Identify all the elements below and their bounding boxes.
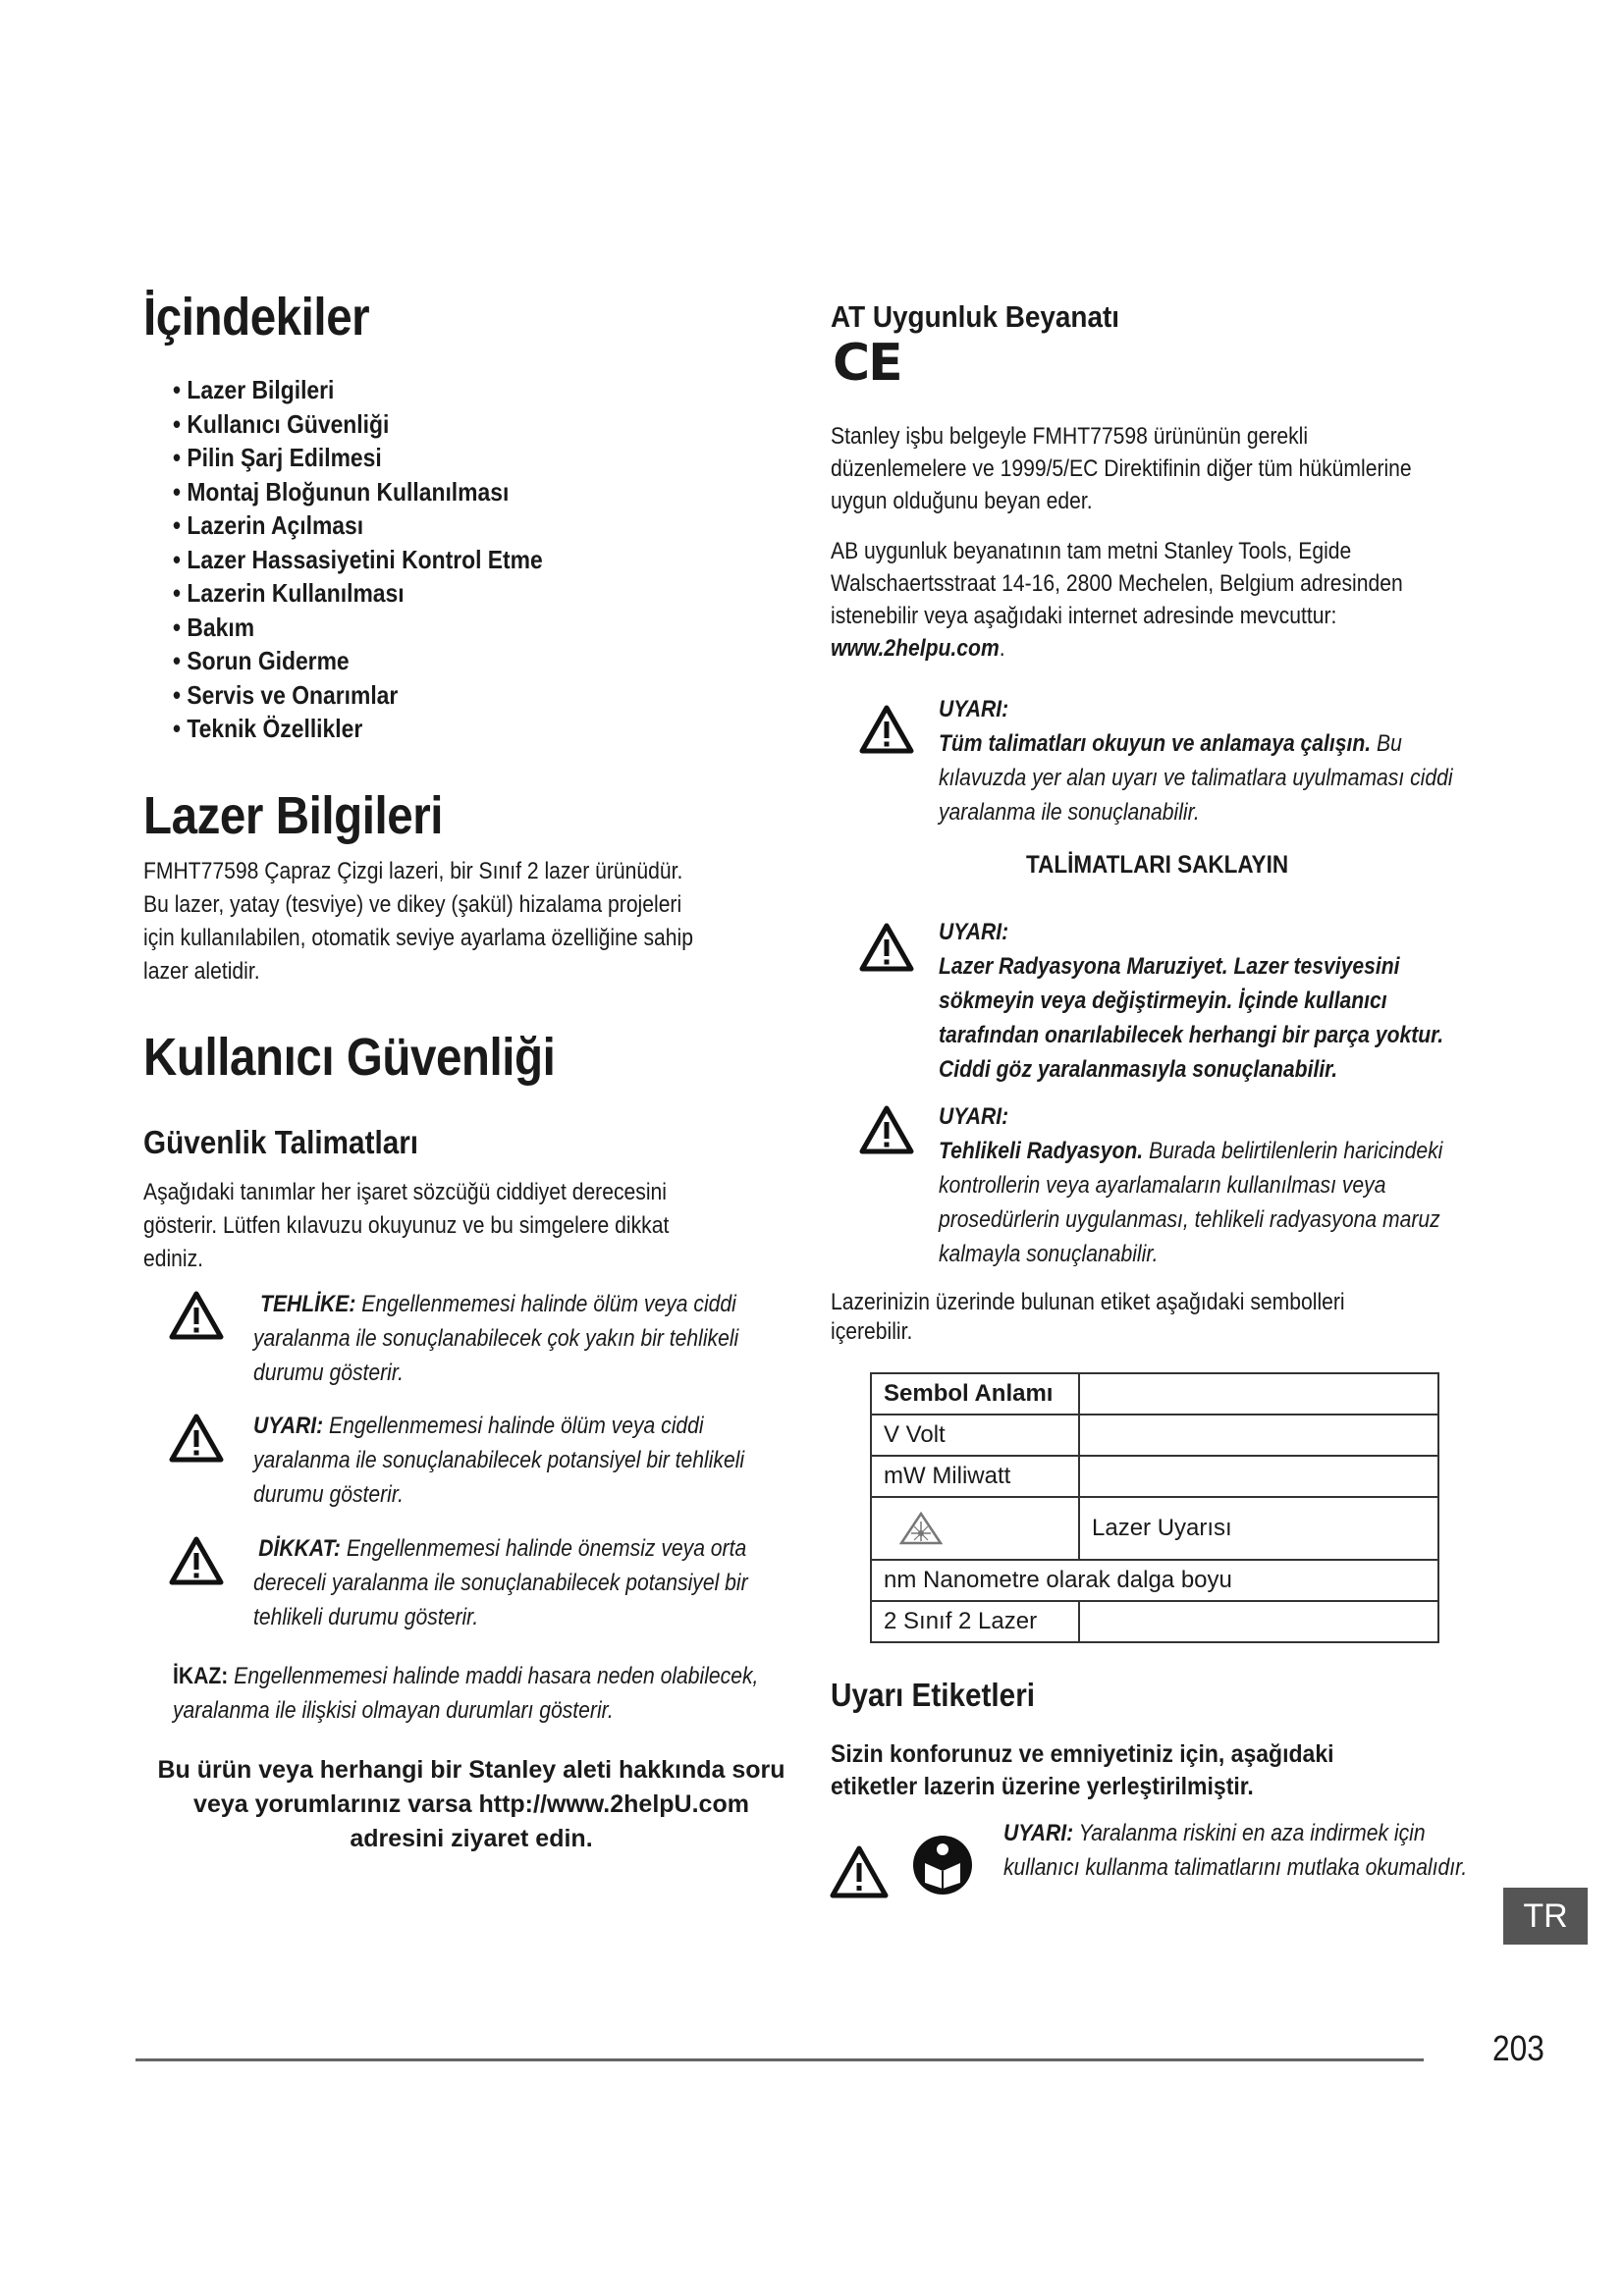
- toc-item[interactable]: • Montaj Bloğunun Kullanılması: [173, 476, 510, 507]
- symbol-cell: 2 Sınıf 2 Lazer: [871, 1601, 1079, 1642]
- danger-text: Engellenmemesi halinde ölüm veya ciddi yaralanma ile sonuçlanabilecek çok yakın bir tehlikeli durumu gösterir.: [253, 1291, 739, 1386]
- caution-text: Engellenmemesi halinde önemsiz veya orta dereceli yaralanma ile sonuçlanabilecek potansiyel bir tehlikeli durumu gösterir.: [253, 1535, 748, 1630]
- caution-note: [253, 1531, 789, 1634]
- table-header: Sembol Anlamı: [871, 1373, 1079, 1415]
- toc-item[interactable]: • Lazerin Açılması: [173, 510, 364, 540]
- warning-1-text: Bu kılavuzda yer alan uyarı ve talimatlara uyulmaması ciddi yaralanma ile sonuçlanabilir.: [939, 730, 1453, 826]
- table-row: [871, 1415, 1438, 1456]
- table-header-empty: [1079, 1373, 1438, 1415]
- warning-3: [939, 1099, 1466, 1271]
- ce-text-1: Stanley işbu belgeyle FMHT77598 ürününün gerekli düzenlemelere ve 1999/5/EC Direktifinin diğer tüm hükümlerine uygun olduğunu beyan eder.: [831, 423, 1412, 514]
- warning-4-label: UYARI:: [1003, 1820, 1074, 1846]
- language-badge: TR: [1503, 1888, 1588, 1945]
- warning-3-bold: Tehlikeli Radyasyon.: [939, 1138, 1144, 1164]
- danger-warning-icon: [169, 1291, 224, 1340]
- table-of-contents: [173, 373, 593, 746]
- symbol-table: [870, 1372, 1439, 1643]
- notice-note: [173, 1659, 778, 1728]
- notice-label: İKAZ:: [173, 1663, 229, 1689]
- warning-1-label: UYARI:: [939, 696, 1009, 722]
- symbol-cell: V Volt: [871, 1415, 1079, 1456]
- warning-1: [939, 692, 1457, 829]
- warning-1-bold: Tüm talimatları okuyun ve anlamaya çalışın.: [939, 730, 1372, 757]
- ce-title: AT Uygunluk Beyanatı: [831, 299, 1120, 334]
- warning-2-bold: Lazer Radyasyona Maruziyet. Lazer tesviyesini sökmeyin veya değiştirmeyin. İçinde kullanıcı tarafından onarılabilecek herhangi bir parça yoktur. Ciddi göz yaralanmasıyla sonuçlanabilir.: [939, 953, 1444, 1083]
- warning-label: UYARI:: [253, 1413, 324, 1439]
- warning-labels-intro: Sizin konforunuz ve emniyetiniz için, aşağıdaki etiketler lazerin üzerine yerleştirilmiştir.: [831, 1740, 1334, 1800]
- warning-2-icon: [859, 923, 914, 972]
- read-manual-icon: [911, 1834, 974, 1896]
- meaning-cell: [1079, 1601, 1438, 1642]
- toc-item[interactable]: • Teknik Özellikler: [173, 714, 363, 743]
- warning-1-icon: [859, 705, 914, 754]
- ce-text-2-body: AB uygunluk beyanatının tam metni Stanley Tools, Egide Walschaertsstraat 14-16, 2800 Mechelen, Belgium adresinden istenebilir veya aşağıdaki internet adresinde mevcuttur:: [831, 538, 1403, 629]
- toc-title: İçindekiler: [143, 288, 370, 347]
- warning-labels-title: Uyarı Etiketleri: [831, 1677, 1036, 1713]
- save-instructions: TALİMATLARI SAKLAYIN: [1026, 851, 1289, 879]
- laser-warning-symbol-icon: [899, 1512, 943, 1545]
- ce-url-suffix: .: [999, 635, 1005, 662]
- toc-item[interactable]: • Lazer Hassasiyetini Kontrol Etme: [173, 544, 543, 574]
- danger-label: TEHLİKE:: [260, 1291, 356, 1317]
- symbol-cell: nm Nanometre olarak dalga boyu: [871, 1560, 1438, 1601]
- toc-item[interactable]: • Lazer Bilgileri: [173, 375, 335, 404]
- warning-3-icon: [859, 1105, 914, 1154]
- contact-text: Bu ürün veya herhangi bir Stanley aleti hakkında soru veya yorumlarınız varsa http://www.2helpU.com adresini ziyaret edin.: [157, 1756, 785, 1852]
- page-number: 203: [1492, 2028, 1544, 2068]
- caution-label: DİKKAT:: [258, 1535, 341, 1562]
- table-row: [871, 1560, 1438, 1601]
- ce-url[interactable]: www.2helpu.com: [831, 635, 1000, 662]
- toc-item[interactable]: • Lazerin Kullanılması: [173, 578, 405, 608]
- warning-2-label: UYARI:: [939, 919, 1009, 945]
- meaning-cell: [1079, 1415, 1438, 1456]
- table-row: [871, 1497, 1438, 1560]
- laser-info-text: FMHT77598 Çapraz Çizgi lazeri, bir Sınıf 2 lazer ürünüdür. Bu lazer, yatay (tesviye) ve dikey (şakül) hizalama projeleri için kullanılabilen, otomatik seviye ayarlama özelliğine sahip lazer aletidir.: [143, 858, 693, 985]
- toc-item[interactable]: • Bakım: [173, 612, 255, 642]
- user-safety-title: Kullanıcı Güvenliği: [143, 1028, 556, 1087]
- table-header-row: [871, 1373, 1438, 1415]
- meaning-cell: [1079, 1456, 1438, 1497]
- symbols-intro: Lazerinizin üzerinde bulunan etiket aşağıdaki sembolleri içerebilir.: [831, 1289, 1345, 1345]
- laser-info-title: Lazer Bilgileri: [143, 786, 444, 845]
- label-warning-icon: [830, 1845, 889, 1898]
- table-row: [871, 1601, 1438, 1642]
- warning-4-text: Yaralanma riskini en aza indirmek için kullanıcı kullanma talimatlarını mutlaka okumalıdır.: [1003, 1820, 1468, 1881]
- warning-3-text: Burada belirtilenlerin haricindeki kontrollerin veya ayarlamaların kullanılması veya prosedürlerin uygulanması, tehlikeli radyasyona maruz kalmayla sonuçlanabilir.: [939, 1138, 1443, 1267]
- toc-item[interactable]: • Pilin Şarj Edilmesi: [173, 443, 382, 472]
- warning-2: [939, 915, 1448, 1087]
- toc-item[interactable]: • Sorun Giderme: [173, 646, 350, 675]
- notice-text: Engellenmemesi halinde maddi hasara neden olabilecek, yaralanma ile ilişkisi olmayan durumları gösterir.: [173, 1663, 759, 1724]
- warning-note: [253, 1409, 789, 1512]
- footer-rule: [135, 2058, 1424, 2061]
- danger-note: [253, 1287, 789, 1390]
- warning-3-label: UYARI:: [939, 1103, 1009, 1130]
- warning-4: [1003, 1816, 1488, 1885]
- ce-mark: CE: [833, 334, 901, 393]
- ce-text-2: [831, 535, 1418, 665]
- meaning-cell: Lazer Uyarısı: [1079, 1497, 1438, 1560]
- symbol-cell: mW Miliwatt: [871, 1456, 1079, 1497]
- symbol-cell: [871, 1497, 1079, 1560]
- warning-icon: [169, 1414, 224, 1463]
- caution-icon: [169, 1536, 224, 1585]
- warning-text: Engellenmemesi halinde ölüm veya ciddi yaralanma ile sonuçlanabilecek potansiyel bir tehlikeli durumu gösterir.: [253, 1413, 745, 1508]
- toc-item[interactable]: • Kullanıcı Güvenliği: [173, 408, 390, 439]
- table-row: [871, 1456, 1438, 1497]
- toc-item[interactable]: • Servis ve Onarımlar: [173, 679, 399, 710]
- safety-instructions-title: Güvenlik Talimatları: [143, 1124, 419, 1160]
- safety-intro: Aşağıdaki tanımlar her işaret sözcüğü ciddiyet derecesini gösterir. Lütfen kılavuzu okuyunuz ve bu simgelere dikkat ediniz.: [143, 1179, 670, 1272]
